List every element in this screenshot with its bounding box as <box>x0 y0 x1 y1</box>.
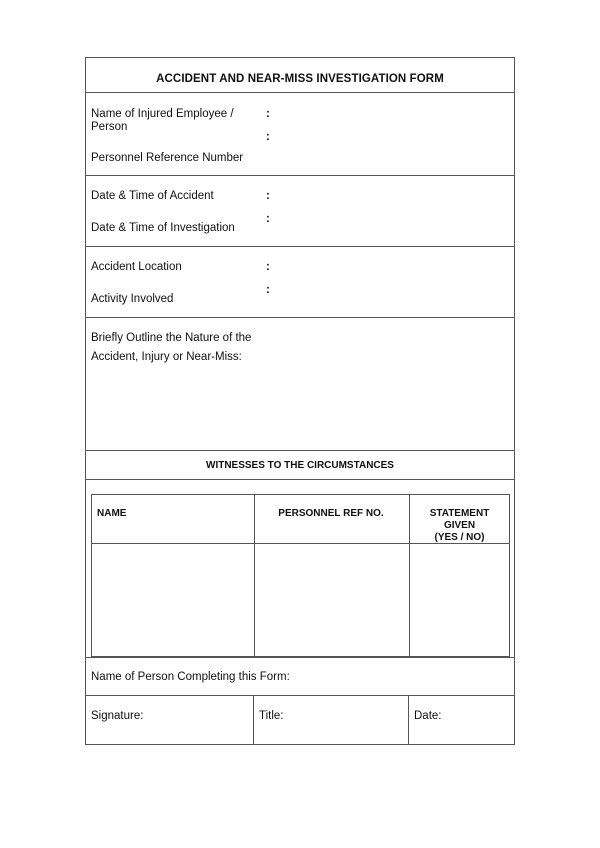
divider <box>86 450 514 451</box>
accident-location-label: Accident Location <box>91 261 182 273</box>
witnesses-heading: WITNESSES TO THE CIRCUMSTANCES <box>206 460 394 471</box>
header-divider <box>92 543 509 544</box>
personnel-ref-field[interactable]: : <box>266 131 270 143</box>
date-label: Date: <box>414 710 442 722</box>
outline-label-line1: Briefly Outline the Nature of the <box>91 332 252 344</box>
column-divider <box>409 495 410 656</box>
divider <box>86 246 514 247</box>
activity-involved-label: Activity Involved <box>91 293 174 305</box>
activity-involved-field[interactable]: : <box>266 284 270 296</box>
personnel-ref-label: Personnel Reference Number <box>91 152 244 164</box>
divider <box>86 175 514 176</box>
column-divider <box>254 495 255 656</box>
column-divider <box>408 695 409 745</box>
date-time-accident-label: Date & Time of Accident <box>91 190 214 202</box>
accident-location-field[interactable]: : <box>266 261 270 273</box>
investigation-form <box>85 57 515 745</box>
witness-statement-cell[interactable] <box>411 545 509 655</box>
column-header-yes-no: (YES / NO) <box>434 532 485 543</box>
signature-label: Signature: <box>91 710 144 722</box>
injured-employee-label: Name of Injured Employee / <box>91 108 234 120</box>
divider <box>86 479 514 480</box>
date-time-investigation-field[interactable]: : <box>266 213 270 225</box>
divider <box>86 695 514 696</box>
date-time-accident-field[interactable]: : <box>266 190 270 202</box>
divider <box>86 317 514 318</box>
column-header-statement: STATEMENT <box>429 508 490 519</box>
column-header-given: GIVEN <box>443 520 476 531</box>
date-time-investigation-label: Date & Time of Investigation <box>91 222 235 234</box>
column-divider <box>253 695 254 745</box>
column-header-name: NAME <box>97 508 127 519</box>
witness-name-cell[interactable] <box>93 545 253 655</box>
injured-employee-label-line2: Person <box>91 121 128 133</box>
outline-label-line2: Accident, Injury or Near-Miss: <box>91 351 242 363</box>
column-header-personnel-ref: PERSONNEL REF NO. <box>278 508 384 519</box>
title-label: Title: <box>259 710 284 722</box>
divider <box>86 657 514 658</box>
witnesses-table <box>91 494 510 657</box>
completer-name-label: Name of Person Completing this Form: <box>91 671 290 683</box>
form-title: ACCIDENT AND NEAR-MISS INVESTIGATION FORM <box>156 73 444 85</box>
divider <box>86 92 514 93</box>
witness-ref-cell[interactable] <box>256 545 408 655</box>
injured-employee-field[interactable]: : <box>266 108 270 120</box>
outline-text-area[interactable] <box>91 370 509 446</box>
